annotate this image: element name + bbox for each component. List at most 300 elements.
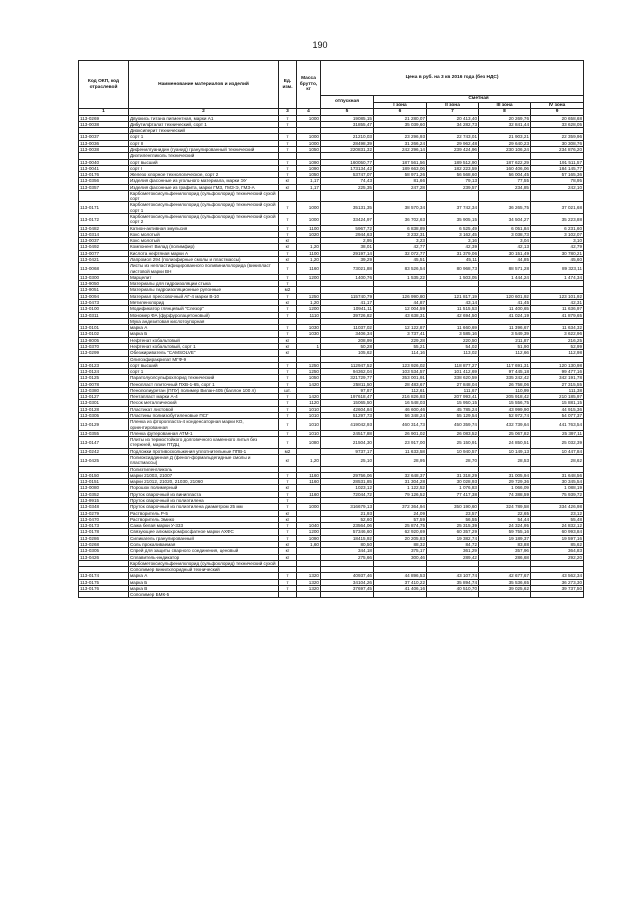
price-zone3-cell: 29 640,23	[479, 140, 531, 146]
okp-code-cell: 113-0300	[79, 274, 129, 280]
price-zone2-cell: 6 525,49	[427, 225, 479, 231]
price-zone2-cell: 56,55	[427, 516, 479, 522]
price-table	[78, 60, 584, 598]
price-zone2-cell: 56 568,60	[427, 172, 479, 178]
price-zone1-cell: 24,09	[374, 510, 427, 516]
price-zone3-cell: 26 758,06	[479, 381, 531, 387]
material-name-cell: Соль прокаливаемая	[129, 541, 279, 547]
price-otpusk-cell: 25,10	[321, 455, 374, 467]
price-zone3-cell: 11 400,65	[479, 306, 531, 312]
price-otpusk-cell: 21504,30	[321, 437, 374, 449]
price-zone4-cell: 33 628,05	[531, 121, 584, 127]
unit-cell: т	[279, 573, 297, 579]
material-name-cell: Плиты из термостойкого долговечного каменного литья без стержней, марки ПТДЦ	[129, 437, 279, 449]
okp-code-cell: 113-0173	[79, 523, 129, 529]
unit-cell: шт.	[279, 387, 297, 393]
okp-code-cell	[79, 592, 129, 598]
price-zone3-cell: 22,65	[479, 510, 531, 516]
price-zone4-cell: 27 315,55	[531, 381, 584, 387]
price-zone1-cell: 3,23	[374, 238, 427, 244]
table-header	[79, 61, 584, 116]
price-zone3-cell: 286,68	[479, 554, 531, 560]
price-zone3-cell: 432 739,64	[479, 419, 531, 431]
price-otpusk-cell: 40937,46	[321, 573, 374, 579]
unit-cell: т	[279, 419, 297, 431]
price-zone3-cell: 160 406,06	[479, 165, 531, 171]
price-otpusk-cell: 38,01	[321, 244, 374, 250]
price-zone4-cell: 120 130,98	[531, 362, 584, 368]
price-zone1-cell: 62 920,69	[374, 529, 427, 535]
okp-code-cell: 113-0150	[79, 472, 129, 478]
price-zone3-cell: 112,66	[479, 350, 531, 356]
price-otpusk-cell: 35131,35	[321, 202, 374, 214]
material-name-cell: Компонент Вилад (полимфир)	[129, 244, 279, 250]
price-otpusk-cell: 321729,77	[321, 375, 374, 381]
price-zone2-cell: 118 877,27	[427, 362, 479, 368]
price-zone2-cell: 15 950,15	[427, 400, 479, 406]
price-zone3-cell: 56 004,45	[479, 172, 531, 178]
price-zone4-cell: 57 165,36	[531, 172, 584, 178]
table-row	[79, 592, 584, 598]
unit-header: Ед. изм.	[279, 61, 297, 109]
mass-cell: 1080	[297, 437, 321, 449]
price-zone3-cell: 77,55	[479, 178, 531, 184]
price-zone1-cell: 37 410,22	[374, 579, 427, 585]
price-zone4-cell: 31 648,56	[531, 472, 584, 478]
price-zone4-cell: 10 447,84	[531, 448, 584, 454]
price-otpusk-cell: 112947,52	[321, 362, 374, 368]
unit-cell: кг	[279, 548, 297, 554]
price-zone4-cell: 6 231,60	[531, 225, 584, 231]
price-otpusk-cell: 225,35	[321, 184, 374, 190]
unit-cell: т	[279, 529, 297, 535]
price-zone3-cell: 3 549,39	[479, 331, 531, 337]
material-name-cell: Сажа белая марки У-333	[129, 523, 279, 529]
price-otpusk-cell: 39726,82	[321, 312, 374, 318]
price-otpusk-cell: 29756,06	[321, 472, 374, 478]
unit-cell: т	[279, 134, 297, 140]
price-zone2-cell: 289,42	[427, 554, 479, 560]
material-name-cell: Карбометоксисульфенилхлорид (сульфохлорид) технический сухой сорт 1	[129, 202, 279, 214]
price-zone4-cell: 43 562,34	[531, 573, 584, 579]
price-zone1-cell	[374, 592, 427, 598]
page-number: 190	[312, 40, 328, 50]
mass-cell: 1250	[297, 293, 321, 299]
price-zone4-cell: 11 634,32	[531, 325, 584, 331]
zone2-header: II зона	[427, 102, 479, 109]
price-zone3-cell: 42,13	[479, 244, 531, 250]
price-zone2-cell: 361,29	[427, 548, 479, 554]
unit-cell: т	[279, 115, 297, 121]
unit-cell: кг	[279, 516, 297, 522]
price-zone1-cell: 11 633,58	[374, 448, 427, 454]
price-zone3-cell: 83,88	[479, 541, 531, 547]
price-zone1-cell: 126 990,80	[374, 293, 427, 299]
mass-cell: 1000	[297, 134, 321, 140]
price-otpusk-cell: 28498,39	[321, 140, 374, 146]
unit-cell	[279, 592, 297, 598]
okp-code-cell: 113-0269	[79, 115, 129, 121]
table-row	[79, 263, 584, 275]
price-otpusk-cell: 31855,47	[321, 121, 374, 127]
okp-code-cell: 113-0100	[79, 306, 129, 312]
price-otpusk-cell: 419042,93	[321, 419, 374, 431]
mass-cell: 1000	[297, 504, 321, 510]
price-zone4-cell: 292,20	[531, 554, 584, 560]
okp-code-cell: 113-0037	[79, 134, 129, 140]
price-zone2-cell: 3,16	[427, 238, 479, 244]
material-name-cell: Материалы для гидроизоляции стыка	[129, 281, 279, 287]
price-zone1-cell: 1 535,22	[374, 274, 427, 280]
material-name-cell: Метиленхлорид	[129, 299, 279, 305]
okp-code-cell: 113-0178	[79, 529, 129, 535]
price-zone1-cell: 57,59	[374, 516, 427, 522]
price-zone4-cell: 11 636,97	[531, 306, 584, 312]
material-name-cell: Двуокись титана пигментная, марки А1	[129, 115, 279, 121]
price-zone4-cell: 334 426,98	[531, 504, 584, 510]
mass-cell	[297, 190, 321, 202]
unit-cell: т	[279, 263, 297, 275]
material-name-cell: сорт высший	[129, 362, 279, 368]
unit-cell: кг	[279, 238, 297, 244]
unit-cell: т	[279, 491, 297, 497]
price-zone2-cell: 37 742,34	[427, 202, 479, 214]
zone4-header: IV зона	[531, 102, 584, 109]
material-name-cell: Кислота нефтяная марки А	[129, 250, 279, 256]
price-zone1-cell: 3 737,41	[374, 331, 427, 337]
unit-cell: т	[279, 202, 297, 214]
material-name-cell: Пленка футерованная АТМ-1	[129, 430, 279, 436]
price-zone3-cell: 30 151,49	[479, 250, 531, 256]
material-name-cell: Нефтенат кобальтовый	[129, 337, 279, 343]
mass-cell: 1160	[297, 263, 321, 275]
unit-cell: т	[279, 375, 297, 381]
okp-code-cell: 113-0357	[79, 184, 129, 190]
material-name-cell: Карбометоксисульфенилхлорид (сульфохлорид) технический сухой	[129, 560, 279, 566]
unit-cell: т	[279, 472, 297, 478]
col-number: 8	[479, 109, 531, 116]
price-otpusk-cell: 80,50	[321, 541, 374, 547]
mass-cell: 1010	[297, 406, 321, 412]
unit-cell: кг	[279, 554, 297, 560]
price-zone2-cell: 29 962,48	[427, 140, 479, 146]
okp-code-cell: 113-0094	[79, 293, 129, 299]
unit-cell: м2	[279, 448, 297, 454]
price-zone2-cell: 26 083,52	[427, 430, 479, 436]
okp-code-cell: 113-0176	[79, 585, 129, 591]
price-zone3-cell: 211,87	[479, 337, 531, 343]
unit-cell: кг	[279, 244, 297, 250]
price-zone1-cell: 42,77	[374, 244, 427, 250]
price-zone2-cell: 22 743,01	[427, 134, 479, 140]
mass-cell: 1200	[297, 306, 321, 312]
price-zone3-cell: 205 918,42	[479, 394, 531, 400]
okp-code-cell	[79, 190, 129, 202]
mass-header: Масса брутто, кг	[297, 61, 321, 109]
unit-cell: т	[279, 231, 297, 237]
price-zone2-cell: 28,70	[427, 455, 479, 467]
material-name-cell: Диэтиленгликоль технический	[129, 153, 279, 159]
price-zone1-cell: 79 126,52	[374, 491, 427, 497]
price-otpusk-cell: 50,28	[321, 343, 374, 349]
unit-cell: кг	[279, 184, 297, 190]
price-zone4-cell: 39 737,50	[531, 585, 584, 591]
okp-code-cell: 113-0175	[79, 579, 129, 585]
mass-cell: 1160	[297, 479, 321, 485]
col-number: 7	[427, 109, 479, 116]
price-zone2-cell: 55 129,54	[427, 413, 479, 419]
mass-cell	[297, 592, 321, 598]
price-zone1-cell: 23 296,93	[374, 134, 427, 140]
price-zone4-cell: 1 474,34	[531, 274, 584, 280]
price-zone3-cell	[479, 190, 531, 202]
material-name-cell: Связующее алюмохромфосфатное марки АХФС	[129, 529, 279, 535]
price-otpusk-cell: 21,93	[321, 510, 374, 516]
price-zone4-cell: 184 145,77	[531, 165, 584, 171]
price-zone3-cell: 88 571,28	[479, 263, 531, 275]
price-zone2-cell: 1 076,83	[427, 485, 479, 491]
col-number: 2	[129, 109, 279, 116]
price-otpusk-cell: 33424,97	[321, 214, 374, 226]
price-zone4-cell: 42,79	[531, 244, 584, 250]
unit-cell: т	[279, 535, 297, 541]
price-zone4-cell: 60 993,84	[531, 529, 584, 535]
price-zone3-cell: 120 601,92	[479, 293, 531, 299]
price-zone4-cell: 78,95	[531, 178, 584, 184]
price-zone2-cell: 30 028,93	[427, 479, 479, 485]
okp-code-cell: 113-0286	[79, 535, 129, 541]
mass-cell: 1000	[297, 214, 321, 226]
price-zone2-cell: 54,02	[427, 343, 479, 349]
mass-cell: 1,17	[297, 178, 321, 184]
material-name-cell: Растворитель Эмико	[129, 516, 279, 522]
material-name-cell: Листы из непластифицированного поливинилхлорида (винипласт листовой марки ВН	[129, 263, 279, 275]
material-name-cell: Материал прессовочный АГ-4 марки В-10	[129, 293, 279, 299]
price-zone2-cell: 23,57	[427, 510, 479, 516]
price-zone4-cell: 441 763,54	[531, 419, 584, 431]
price-zone4-cell: 30 345,54	[531, 479, 584, 485]
price-zone4-cell: 52,99	[531, 343, 584, 349]
okp-code-cell: 113-0125	[79, 375, 129, 381]
okp-code-cell: 113-0348	[79, 504, 129, 510]
price-zone3-cell: 51,90	[479, 343, 531, 349]
mass-cell: 1320	[297, 579, 321, 585]
price-otpusk-cell: 197618,47	[321, 394, 374, 400]
unit-cell: т	[279, 281, 297, 287]
price-zone2-cell: 113,02	[427, 350, 479, 356]
price-zone1-cell: 44,87	[374, 299, 427, 305]
price-zone3-cell: 230 106,24	[479, 146, 531, 152]
zone1-header: I зона	[374, 102, 427, 109]
okp-code-cell: 113-0174	[79, 573, 129, 579]
price-zone1-cell: 16 548,03	[374, 400, 427, 406]
material-name-cell: сорт 1	[129, 369, 279, 375]
okp-code-cell: 113-0268	[79, 541, 129, 547]
price-zone1-cell: 46 600,46	[374, 406, 427, 412]
price-zone4-cell: 75 939,72	[531, 491, 584, 497]
price-zone2-cell: 3 585,16	[427, 331, 479, 337]
okp-code-cell: 113-0147	[79, 437, 129, 449]
price-otpusk-cell: 28531,85	[321, 479, 374, 485]
price-zone4-cell: 23,12	[531, 510, 584, 516]
price-zone2-cell	[427, 190, 479, 202]
unit-cell: т	[279, 523, 297, 529]
mass-cell: 1250	[297, 362, 321, 368]
price-zone2-cell: 111,67	[427, 387, 479, 393]
okp-code-cell: 113-0041	[79, 165, 129, 171]
okp-code-cell: 113-0172	[79, 214, 129, 226]
price-zone4-cell	[531, 190, 584, 202]
unit-cell: т	[279, 394, 297, 400]
price-otpusk-cell: 42604,84	[321, 406, 374, 412]
okp-code-cell: 113-0171	[79, 202, 129, 214]
okp-code-cell: 113-9051	[79, 287, 129, 293]
price-zone4-cell: 37 021,68	[531, 202, 584, 214]
price-zone1-cell: 56 348,24	[374, 413, 427, 419]
price-zone3-cell: 42 677,67	[479, 573, 531, 579]
okp-code-cell: 113-0356	[79, 178, 129, 184]
okp-code-cell: 113-0242	[79, 448, 129, 454]
price-zone1-cell	[374, 190, 427, 202]
price-zone2-cell: 35 905,15	[427, 214, 479, 226]
unit-cell: т	[279, 381, 297, 387]
material-name-cell: Сополимер винилхлоридный технический	[129, 567, 279, 573]
material-name-cell: марка А	[129, 325, 279, 331]
okp-code-cell: 113-0077	[79, 250, 129, 256]
okp-code-cell: 113-0299	[79, 350, 129, 356]
unit-cell: т	[279, 413, 297, 419]
material-name-cell: Дифенилгуанидин (гуанид) гранулированный технический	[129, 146, 279, 152]
price-zone1-cell: 83 526,54	[374, 263, 427, 275]
material-name-cell: Пентапласт марки А-4	[129, 394, 279, 400]
price-zone2-cell: 31 318,29	[427, 472, 479, 478]
price-otpusk-cell: 15065,50	[321, 400, 374, 406]
okp-code-cell: 113-0102	[79, 331, 129, 337]
price-zone1-cell: 32 072,77	[374, 250, 427, 256]
material-name-cell: Пенополиуретан (ППУ) полимер Вилан-405 (баллон 100 л)	[129, 387, 279, 393]
okp-code-cell: 113-0101	[79, 325, 129, 331]
material-name-cell: сорт высший	[129, 159, 279, 165]
price-zone1-cell: 189 663,06	[374, 165, 427, 171]
price-zone3-cell: 11 396,67	[479, 325, 531, 331]
price-zone2-cell: 60 357,29	[427, 529, 479, 535]
price-otpusk-cell	[321, 592, 374, 598]
price-zone4-cell: 30 780,21	[531, 250, 584, 256]
price-otpusk-cell: 316679,13	[321, 504, 374, 510]
otpusk-header: отпускная	[321, 96, 374, 109]
unit-cell: кг	[279, 343, 297, 349]
material-name-cell: Подложки противоскольжения уплотнительные ППВ-1	[129, 448, 279, 454]
okp-code-cell: 113-0314	[79, 231, 129, 237]
material-name-cell: Пруток сварочный из винипласта	[129, 491, 279, 497]
price-otpusk-cell: 115740,79	[321, 293, 374, 299]
price-zone2-cell: 25 150,91	[427, 437, 479, 449]
unit-cell: т	[279, 325, 297, 331]
unit-cell: т	[279, 430, 297, 436]
price-otpusk-cell: 160050,77	[321, 159, 374, 165]
okp-code-cell: 113-0305	[79, 413, 129, 419]
price-otpusk-cell: 220831,32	[321, 146, 374, 152]
price-otpusk-cell: 37697,45	[321, 585, 374, 591]
price-otpusk-cell: 72044,72	[321, 491, 374, 497]
okp-code-cell: 113-0425	[79, 455, 129, 467]
table-row	[79, 455, 584, 467]
okp-code-cell: 113-0279	[79, 510, 129, 516]
price-zone4-cell: 112,98	[531, 350, 584, 356]
material-name-cell: Нефтенат кобальтовый, сорт 1	[129, 343, 279, 349]
col-number: 1	[79, 109, 129, 116]
unit-cell: т	[279, 274, 297, 280]
price-zone3-cell: 335 242,42	[479, 375, 531, 381]
material-name-cell: Сплавитель-индикатор	[129, 554, 279, 560]
col-number: 9	[531, 109, 584, 116]
price-zone1-cell: 247,28	[374, 184, 427, 190]
price-zone1-cell: 103 534,57	[374, 369, 427, 375]
price-zone3-cell: 3,04	[479, 238, 531, 244]
price-zone1-cell: 300,46	[374, 554, 427, 560]
price-zone4-cell: 3 622,96	[531, 331, 584, 337]
price-otpusk-cell: 25811,50	[321, 381, 374, 387]
price-zone4-cell: 210 185,97	[531, 394, 584, 400]
material-name-cell: Диоксиперит технический	[129, 128, 279, 134]
price-zone4-cell: 191 511,57	[531, 159, 584, 165]
material-name-cell: Паратолуолсульфохлорид технический	[129, 375, 279, 381]
price-zone3-cell: 110,99	[479, 387, 531, 393]
okp-code-cell: 113-0311	[79, 312, 129, 318]
price-zone2-cell: 43 107,74	[427, 573, 479, 579]
unit-cell	[279, 190, 297, 202]
material-name-cell: Кокс молотый	[129, 238, 279, 244]
material-name-cell: Пластикат листовой	[129, 406, 279, 412]
okp-code-cell: 113-0370	[79, 343, 129, 349]
okp-code-cell: 113-0380	[79, 387, 129, 393]
material-name-cell: Лапромол 294 (полиэфирные смолы и пластмассы)	[129, 257, 279, 263]
price-zone4-cell: 19 597,16	[531, 535, 584, 541]
price-otpusk-cell: 3406,34	[321, 331, 374, 337]
price-zone3-cell: 35 536,65	[479, 579, 531, 585]
price-zone1-cell: 32 648,37	[374, 472, 427, 478]
unit-cell: т	[279, 159, 297, 165]
unit-cell: т	[279, 306, 297, 312]
price-zone1-cell: 114,16	[374, 350, 427, 356]
price-zone1-cell: 55,21	[374, 343, 427, 349]
col-number: 4	[297, 109, 321, 116]
mass-cell: 1000	[297, 202, 321, 214]
unit-cell: т	[279, 146, 297, 152]
price-otpusk-cell: 9737,17	[321, 448, 374, 454]
price-zone3-cell: 43 999,90	[479, 406, 531, 412]
price-zone3-cell: 324 789,58	[479, 504, 531, 510]
price-zone4-cell: 342 191,78	[531, 375, 584, 381]
unit-cell: т	[279, 165, 297, 171]
price-zone2-cell: 35 894,74	[427, 579, 479, 585]
unit-cell: т	[279, 585, 297, 591]
price-zone4-cell: 364,83	[531, 548, 584, 554]
price-zone1-cell: 1 122,52	[374, 485, 427, 491]
price-otpusk-cell: 21210,03	[321, 134, 374, 140]
price-zone2-cell: 350 190,60	[427, 504, 479, 510]
material-name-cell: Полиоксиддинная Д (фенол-формальдегидные смолы и пластмассы)	[129, 455, 279, 467]
price-zone1-cell: 372 364,94	[374, 504, 427, 510]
okp-code-cell: 113-0037	[79, 238, 129, 244]
zone3-header: III зона	[479, 102, 531, 109]
material-name-cell: Порошок полимерный	[129, 485, 279, 491]
price-zone2-cell: 11 515,53	[427, 306, 479, 312]
okp-code-cell: 113-0040	[79, 159, 129, 165]
price-zone1-cell: 88,32	[374, 541, 427, 547]
unit-cell: т	[279, 225, 297, 231]
mass-cell: 1090	[297, 165, 321, 171]
